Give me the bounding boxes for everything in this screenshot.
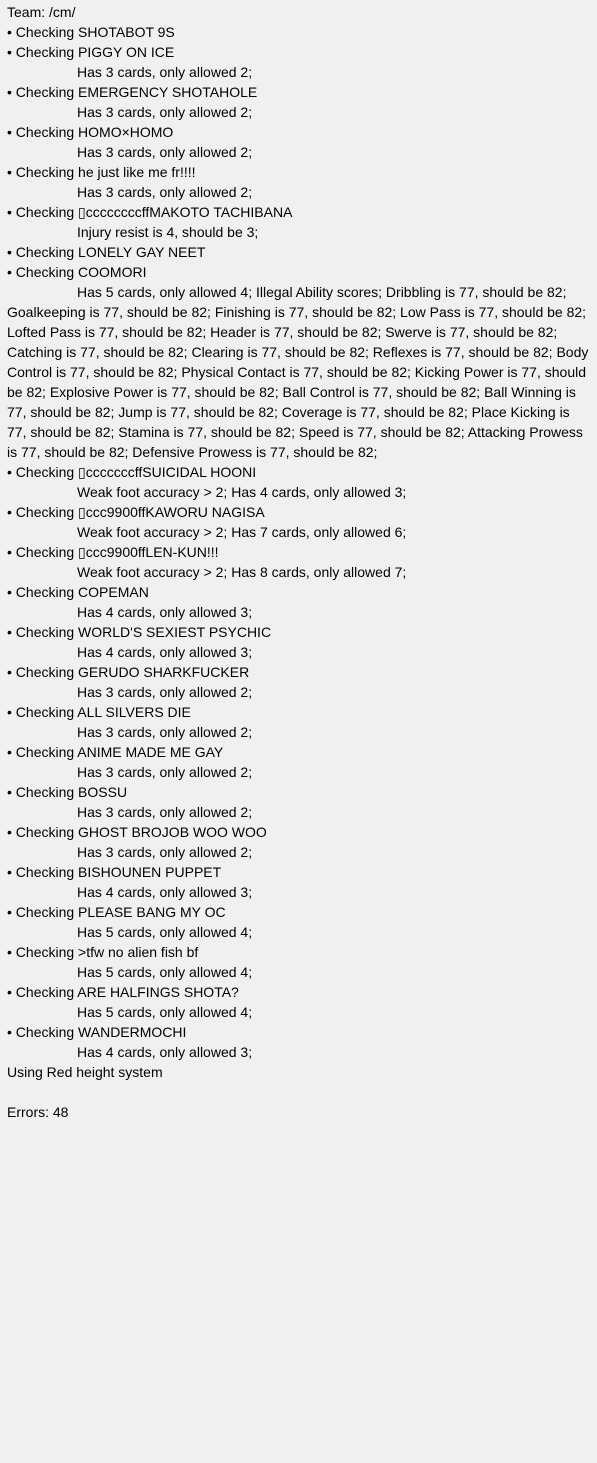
entry-name: • Checking HOMO×HOMO: [7, 124, 174, 140]
entry-detail: Has 3 cards, only allowed 2;: [77, 184, 253, 200]
team-line: Team: /cm/: [7, 4, 76, 20]
entry-detail: Has 5 cards, only allowed 4;: [77, 924, 253, 940]
entry-name: • Checking ARE HALFINGS SHOTA?: [7, 984, 239, 1000]
entry-name: • Checking COOMORI: [7, 264, 147, 280]
entry-detail: Has 3 cards, only allowed 2;: [77, 684, 253, 700]
entry-name: • Checking EMERGENCY SHOTAHOLE: [7, 84, 258, 100]
entry-detail: Has 5 cards, only allowed 4; Illegal Ability scores; Dribbling is 77, should be 82;: [77, 284, 567, 300]
entry-detail: Weak foot accuracy > 2; Has 8 cards, only allowed 7;: [77, 564, 407, 580]
entry-name: • Checking WORLD'S SEXIEST PSYCHIC: [7, 624, 272, 640]
entry-detail: Has 5 cards, only allowed 4;: [77, 1004, 253, 1020]
entry-list: [7, 22, 597, 1062]
entry-detail: Has 4 cards, only allowed 3;: [77, 884, 253, 900]
entry-detail: Weak foot accuracy > 2; Has 4 cards, only allowed 3;: [77, 484, 407, 500]
entry-name: • Checking GERUDO SHARKFUCKER: [7, 664, 250, 680]
entry-name: • Checking GHOST BROJOB WOO WOO: [7, 824, 267, 840]
entry-name: • Checking ANIME MADE ME GAY: [7, 744, 224, 760]
entry-detail: Injury resist is 4, should be 3;: [77, 224, 259, 240]
entry-name: • Checking ▯ccc9900ffKAWORU NAGISA: [7, 504, 265, 520]
entry-detail: Has 3 cards, only allowed 2;: [77, 804, 253, 820]
entry-name: • Checking ▯ccc9900ffLEN-KUN!!!: [7, 544, 219, 560]
errors-line: Errors: 48: [7, 1104, 69, 1120]
entry-name: • Checking WANDERMOCHI: [7, 1024, 187, 1040]
entry-detail: Has 3 cards, only allowed 2;: [77, 144, 253, 160]
entry-name: • Checking COPEMAN: [7, 584, 149, 600]
entry-name: • Checking SHOTABOT 9S: [7, 24, 175, 40]
entry-detail: Has 4 cards, only allowed 3;: [77, 1044, 253, 1060]
entry-name: • Checking PIGGY ON ICE: [7, 44, 175, 60]
entry-name: • Checking ▯ccccccccffMAKOTO TACHIBANA: [7, 204, 293, 220]
entry-name: • Checking BISHOUNEN PUPPET: [7, 864, 222, 880]
entry-detail: Has 3 cards, only allowed 2;: [77, 844, 253, 860]
entry-detail: Weak foot accuracy > 2; Has 7 cards, only allowed 6;: [77, 524, 407, 540]
entry-detail: Has 5 cards, only allowed 4;: [77, 964, 253, 980]
entry-detail: Has 3 cards, only allowed 2;: [77, 724, 253, 740]
blank-line: [7, 1082, 597, 1102]
entry-name: • Checking BOSSU: [7, 784, 128, 800]
entry-detail: Has 4 cards, only allowed 3;: [77, 604, 253, 620]
entry-detail: Has 4 cards, only allowed 3;: [77, 644, 253, 660]
entry-detail: Has 3 cards, only allowed 2;: [77, 64, 253, 80]
height-system-line: Using Red height system: [7, 1064, 163, 1080]
entry-detail: Has 3 cards, only allowed 2;: [77, 764, 253, 780]
entry-detail: Has 3 cards, only allowed 2;: [77, 104, 253, 120]
entry-name: • Checking he just like me fr!!!!: [7, 164, 196, 180]
entry-name: • Checking >tfw no alien fish bf: [7, 944, 199, 960]
entry-name: • Checking ▯cccccccffSUICIDAL HOONI: [7, 464, 257, 480]
entry-name: • Checking ALL SILVERS DIE: [7, 704, 191, 720]
entry-name: • Checking LONELY GAY NEET: [7, 244, 206, 260]
entry-name: • Checking PLEASE BANG MY OC: [7, 904, 226, 920]
entry-detail-continuation: Goalkeeping is 77, should be 82; Finishing is 77, should be 82; Low Pass is 77, should be 82; Lofted Pass is 77, should be 82; Header is 77, should be 82; Swerve is 77, should be 82; Catching is 77, should be 82; Clearing is 77, should be 82; Reflexes is 77, should be 82; Body Control is 77, should be 82; Physical Contact is 77, should be 82; Kicking Power is 77, should be 82; Explosive Power is 77, should be 82; Ball Control is 77, should be 82; Ball Winning is 77, should be 82; Jump is 77, should be 82; Coverage is 77, should be 82; Place Kicking is 77, should be 82; Stamina is 77, should be 82; Speed is 77, should be 82; Attacking Prowess is 77, should be 82; Defensive Prowess is 77, should be 82;: [7, 304, 593, 460]
